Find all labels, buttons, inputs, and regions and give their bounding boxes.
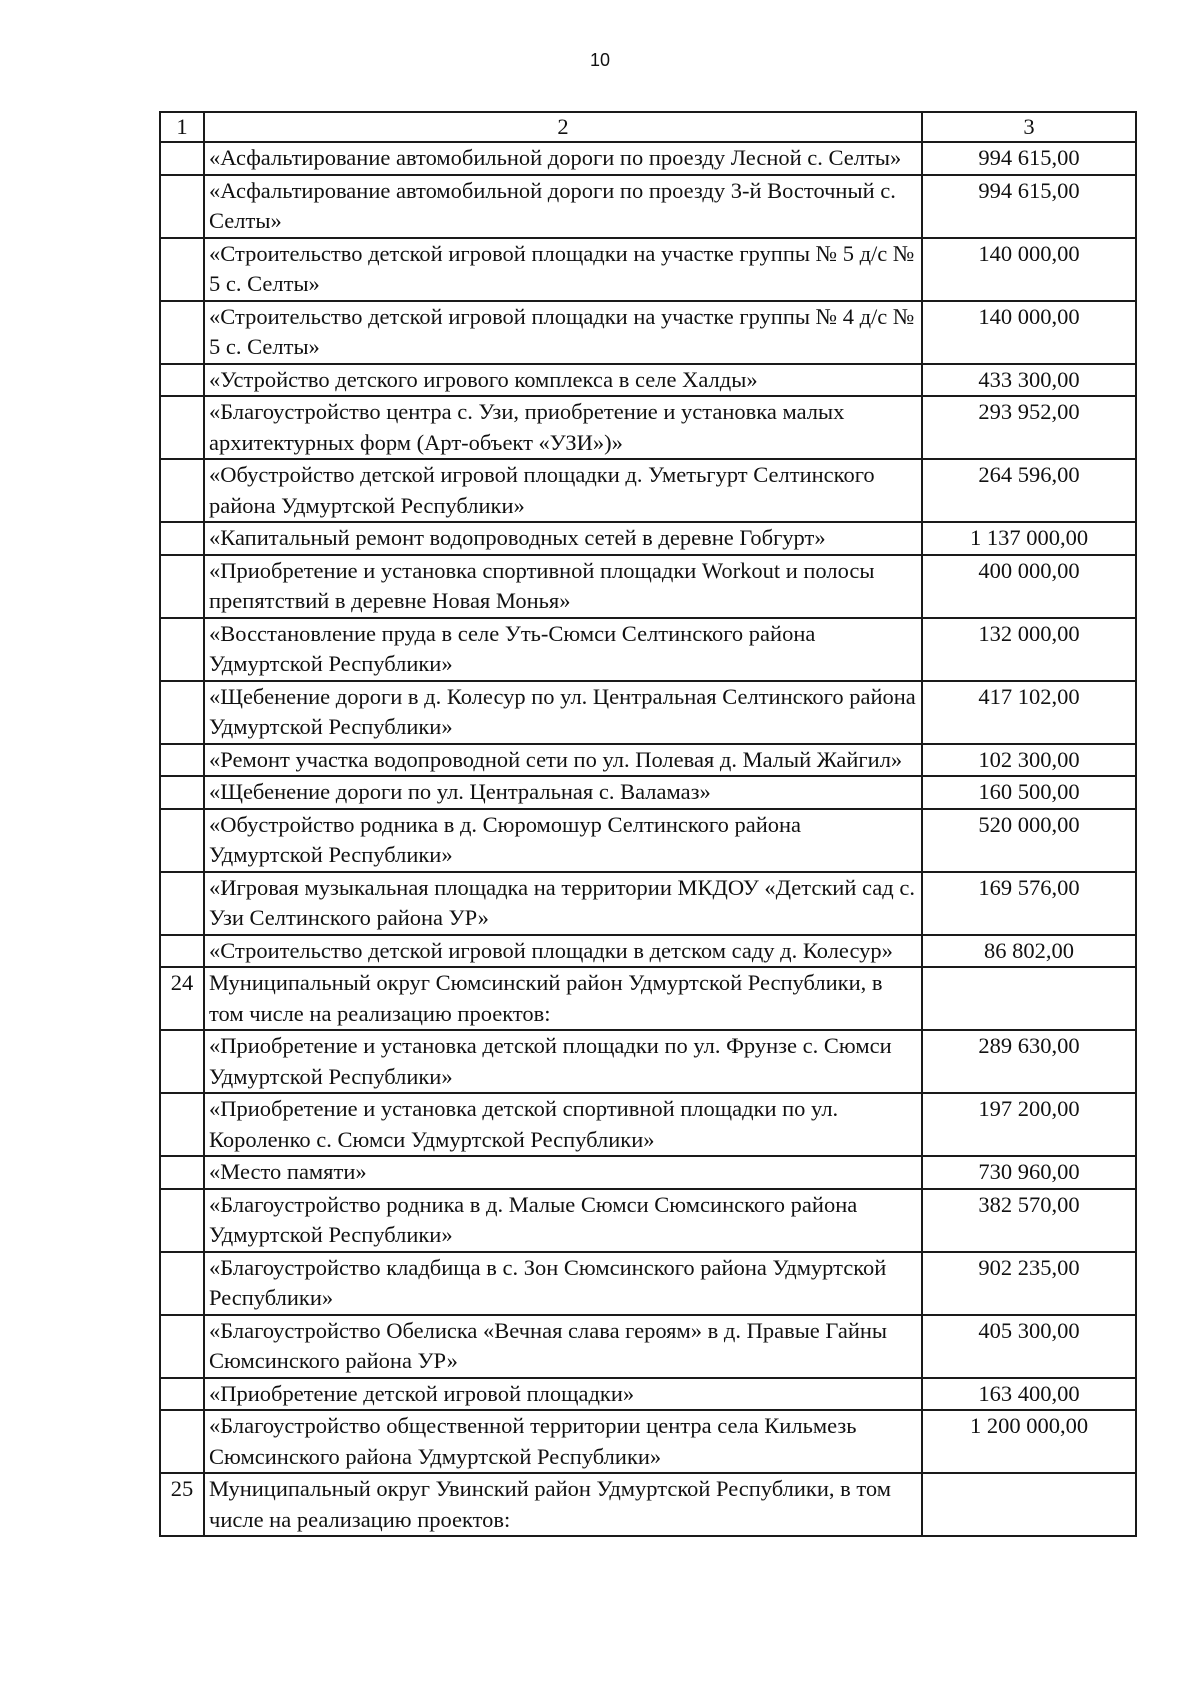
project-name: «Ремонт участка водопроводной сети по ул. Полевая д. Малый Жайгил» bbox=[204, 744, 922, 777]
row-number-cell bbox=[160, 1315, 204, 1378]
project-amount: 417 102,00 bbox=[922, 681, 1136, 744]
project-amount: 433 300,00 bbox=[922, 364, 1136, 397]
row-number-cell bbox=[160, 555, 204, 618]
table-body bbox=[160, 142, 1136, 1536]
row-number-cell bbox=[160, 1189, 204, 1252]
project-name: «Обустройство детской игровой площадки д. Уметьгурт Селтинского района Удмуртской Республики» bbox=[204, 459, 922, 522]
row-number-cell bbox=[160, 175, 204, 238]
project-amount: 132 000,00 bbox=[922, 618, 1136, 681]
row-number-cell bbox=[160, 459, 204, 522]
table-row bbox=[160, 1252, 1136, 1315]
group-amount bbox=[922, 1473, 1136, 1536]
row-number-cell bbox=[160, 681, 204, 744]
project-name: «Приобретение и установка спортивной площадки Workout и полосы препятствий в деревне Новая Монья» bbox=[204, 555, 922, 618]
project-name: «Место памяти» bbox=[204, 1156, 922, 1189]
row-number-cell bbox=[160, 1378, 204, 1411]
project-name: «Благоустройство кладбища в с. Зон Сюмсинского района Удмуртской Республики» bbox=[204, 1252, 922, 1315]
table-row bbox=[160, 1315, 1136, 1378]
table-row bbox=[160, 1410, 1136, 1473]
project-name: «Строительство детской игровой площадки на участке группы № 4 д/с № 5 с. Селты» bbox=[204, 301, 922, 364]
project-amount: 160 500,00 bbox=[922, 776, 1136, 809]
row-number-cell bbox=[160, 744, 204, 777]
project-name: «Приобретение детской игровой площадки» bbox=[204, 1378, 922, 1411]
project-name: «Асфальтирование автомобильной дороги по проезду Лесной с. Селты» bbox=[204, 142, 922, 175]
project-amount: 293 952,00 bbox=[922, 396, 1136, 459]
table-row bbox=[160, 1030, 1136, 1093]
row-number-cell bbox=[160, 364, 204, 397]
project-amount: 730 960,00 bbox=[922, 1156, 1136, 1189]
group-header-row bbox=[160, 1473, 1136, 1536]
project-amount: 994 615,00 bbox=[922, 175, 1136, 238]
table-row bbox=[160, 744, 1136, 777]
row-number-cell bbox=[160, 1030, 204, 1093]
project-amount: 400 000,00 bbox=[922, 555, 1136, 618]
table-row bbox=[160, 364, 1136, 397]
row-number-cell bbox=[160, 618, 204, 681]
project-name: «Щебенение дороги в д. Колесур по ул. Центральная Селтинского района Удмуртской Республики» bbox=[204, 681, 922, 744]
project-name: «Асфальтирование автомобильной дороги по проезду 3-й Восточный с. Селты» bbox=[204, 175, 922, 238]
project-amount: 289 630,00 bbox=[922, 1030, 1136, 1093]
table-row bbox=[160, 142, 1136, 175]
project-amount: 86 802,00 bbox=[922, 935, 1136, 968]
row-number-cell bbox=[160, 872, 204, 935]
project-amount: 264 596,00 bbox=[922, 459, 1136, 522]
row-number-cell bbox=[160, 935, 204, 968]
group-header-row bbox=[160, 967, 1136, 1030]
project-amount: 197 200,00 bbox=[922, 1093, 1136, 1156]
project-amount: 405 300,00 bbox=[922, 1315, 1136, 1378]
group-title: Муниципальный округ Сюмсинский район Удмуртской Республики, в том числе на реализацию проектов: bbox=[204, 967, 922, 1030]
row-number-cell bbox=[160, 809, 204, 872]
project-name: «Строительство детской игровой площадки в детском саду д. Колесур» bbox=[204, 935, 922, 968]
project-amount: 520 000,00 bbox=[922, 809, 1136, 872]
project-amount: 902 235,00 bbox=[922, 1252, 1136, 1315]
project-name: «Строительство детской игровой площадки на участке группы № 5 д/с № 5 с. Селты» bbox=[204, 238, 922, 301]
project-name: «Устройство детского игрового комплекса в селе Халды» bbox=[204, 364, 922, 397]
header-col-amount: 3 bbox=[922, 112, 1136, 142]
table-row bbox=[160, 175, 1136, 238]
row-number-cell: 24 bbox=[160, 967, 204, 1030]
project-name: «Благоустройство центра с. Узи, приобретение и установка малых архитектурных форм (Арт-объект «УЗИ»)» bbox=[204, 396, 922, 459]
row-number-cell bbox=[160, 522, 204, 555]
table-row bbox=[160, 935, 1136, 968]
project-name: «Благоустройство родника в д. Малые Сюмси Сюмсинского района Удмуртской Республики» bbox=[204, 1189, 922, 1252]
project-amount: 169 576,00 bbox=[922, 872, 1136, 935]
table-row bbox=[160, 1156, 1136, 1189]
table-row bbox=[160, 555, 1136, 618]
project-amount: 382 570,00 bbox=[922, 1189, 1136, 1252]
table-row bbox=[160, 522, 1136, 555]
row-number-cell bbox=[160, 1093, 204, 1156]
project-amount: 102 300,00 bbox=[922, 744, 1136, 777]
header-col-name: 2 bbox=[204, 112, 922, 142]
row-number-cell bbox=[160, 238, 204, 301]
table-row bbox=[160, 872, 1136, 935]
table-row bbox=[160, 238, 1136, 301]
header-row bbox=[160, 112, 1136, 142]
table-row bbox=[160, 459, 1136, 522]
table-row bbox=[160, 301, 1136, 364]
project-name: «Приобретение и установка детской площадки по ул. Фрунзе с. Сюмси Удмуртской Республики» bbox=[204, 1030, 922, 1093]
table-header bbox=[160, 112, 1136, 142]
header-col-number: 1 bbox=[160, 112, 204, 142]
row-number-cell bbox=[160, 142, 204, 175]
table-row bbox=[160, 681, 1136, 744]
project-amount: 140 000,00 bbox=[922, 301, 1136, 364]
row-number-cell bbox=[160, 396, 204, 459]
project-amount: 140 000,00 bbox=[922, 238, 1136, 301]
group-title: Муниципальный округ Увинский район Удмуртской Республики, в том числе на реализацию проектов: bbox=[204, 1473, 922, 1536]
project-name: «Щебенение дороги по ул. Центральная с. Валамаз» bbox=[204, 776, 922, 809]
project-amount: 994 615,00 bbox=[922, 142, 1136, 175]
project-name: «Игровая музыкальная площадка на территории МКДОУ «Детский сад с. Узи Селтинского района УР» bbox=[204, 872, 922, 935]
project-name: «Обустройство родника в д. Сюромошур Селтинского района Удмуртской Республики» bbox=[204, 809, 922, 872]
project-amount: 1 200 000,00 bbox=[922, 1410, 1136, 1473]
project-name: «Восстановление пруда в селе Уть-Сюмси Селтинского района Удмуртской Республики» bbox=[204, 618, 922, 681]
table-row bbox=[160, 618, 1136, 681]
row-number-cell bbox=[160, 1410, 204, 1473]
table-row bbox=[160, 776, 1136, 809]
row-number-cell bbox=[160, 1252, 204, 1315]
project-amount: 163 400,00 bbox=[922, 1378, 1136, 1411]
row-number-cell: 25 bbox=[160, 1473, 204, 1536]
project-name: «Благоустройство общественной территории центра села Кильмезь Сюмсинского района Удмуртской Республики» bbox=[204, 1410, 922, 1473]
project-amount: 1 137 000,00 bbox=[922, 522, 1136, 555]
table-row bbox=[160, 1189, 1136, 1252]
table-row bbox=[160, 1378, 1136, 1411]
table-row bbox=[160, 396, 1136, 459]
project-name: «Благоустройство Обелиска «Вечная слава героям» в д. Правые Гайны Сюмсинского района УР» bbox=[204, 1315, 922, 1378]
page-number: 10 bbox=[589, 50, 611, 70]
project-name: «Капитальный ремонт водопроводных сетей в деревне Гобгурт» bbox=[204, 522, 922, 555]
row-number-cell bbox=[160, 301, 204, 364]
funding-table bbox=[159, 111, 1137, 1537]
project-name: «Приобретение и установка детской спортивной площадки по ул. Короленко с. Сюмси Удмуртской Республики» bbox=[204, 1093, 922, 1156]
table-row bbox=[160, 809, 1136, 872]
table-row bbox=[160, 1093, 1136, 1156]
row-number-cell bbox=[160, 776, 204, 809]
row-number-cell bbox=[160, 1156, 204, 1189]
group-amount bbox=[922, 967, 1136, 1030]
